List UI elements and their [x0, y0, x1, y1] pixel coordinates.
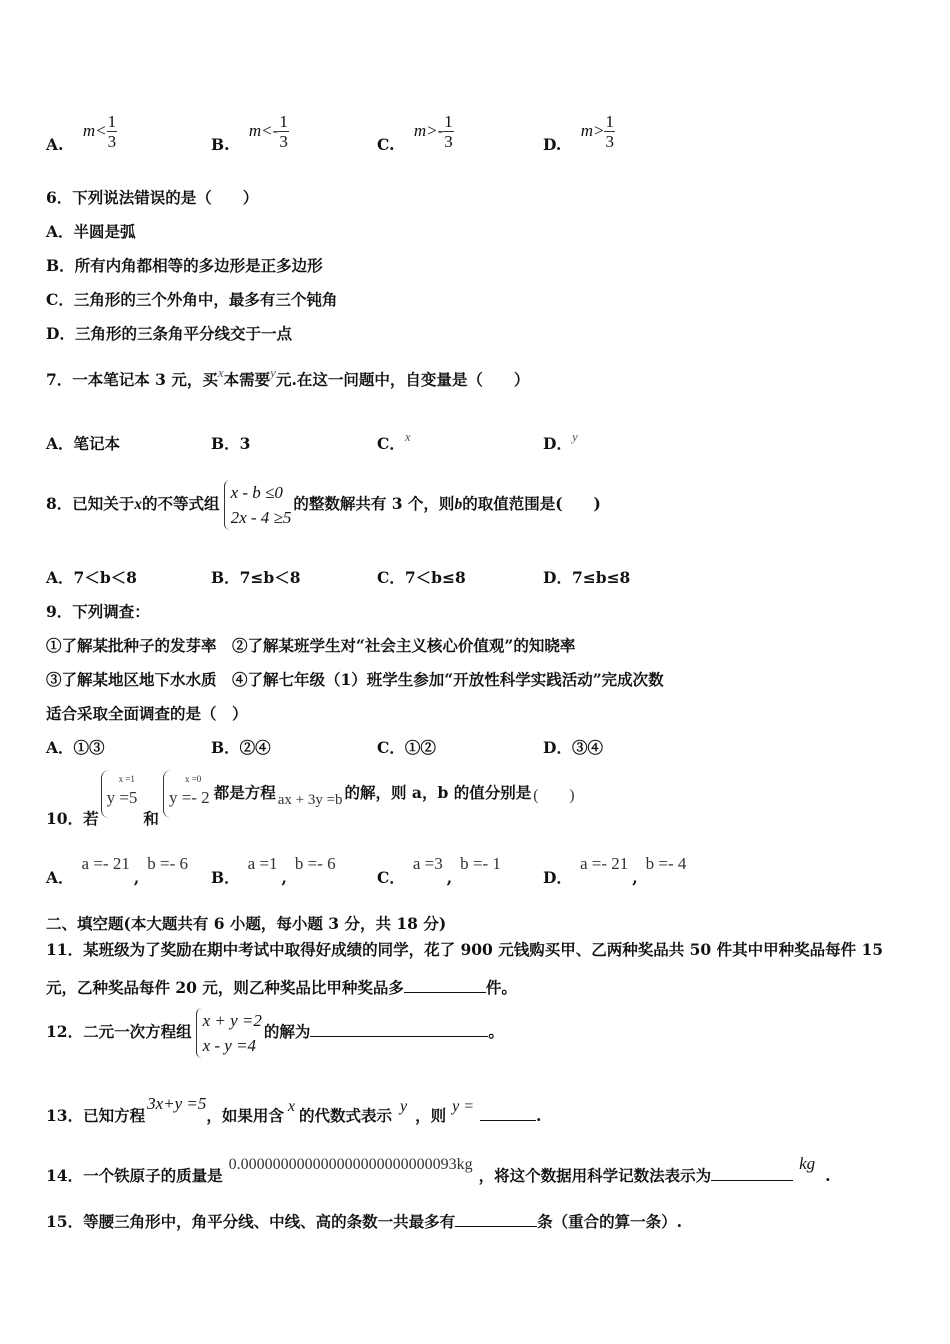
q10-stem: 10．若 x =1 y =5 和 x =0 y =- 2 都是方程 ax + 3y =b 的解，则 a，b 的值分别是 ( ): [46, 770, 575, 818]
q5-option-c: C. m>- $\frac{1}{3}$: [377, 112, 453, 154]
q8-stem: 8．已知关于x的不等式组 x - b ≤0 2x - 4 ≥5 的整数解共有 3 个，则b的取值范围是( ): [46, 480, 601, 530]
q9-stem: 9．下列调查：: [46, 602, 150, 621]
q5-b-lhs: m<-: [248, 120, 279, 140]
q5-c-lhs: m>-: [413, 120, 444, 140]
q13-answer-blank[interactable]: [480, 1106, 536, 1121]
q6-option-b: B．所有内角都相等的多边形是正多边形: [46, 256, 323, 275]
q8-option-d: D．7≤b≤8: [543, 568, 631, 587]
q10-option-c: C．a =3,b =- 1: [377, 854, 501, 887]
q6-option-d: D．三角形的三条角平分线交于一点: [46, 324, 292, 343]
q7-option-a: A．笔记本: [46, 434, 121, 453]
q5-a-fraction: $\frac{1}{3}$: [107, 112, 117, 151]
q5-option-d: D. m> $\frac{1}{3}$: [543, 112, 614, 154]
q14-answer-blank[interactable]: [711, 1166, 793, 1181]
q15-answer-blank[interactable]: [455, 1212, 537, 1227]
q7-stem: 7．一本笔记本 3 元，买$^x$本需要$^y$元.在这一问题中，自变量是（ ）: [46, 365, 530, 389]
q12-equation-system: x + y =2 x - y =4: [196, 1008, 262, 1058]
q5-c-fraction: $\frac{1}{3}$: [444, 112, 453, 151]
q9-ask: 适合采取全面调查的是（ ）: [46, 704, 248, 723]
q5-option-a: A. m< $\frac{1}{3}$: [46, 112, 117, 154]
q8-option-b: B．7≤b＜8: [211, 568, 301, 587]
q12-answer-blank[interactable]: [310, 1022, 488, 1037]
q5-d-lhs: m>: [580, 120, 605, 140]
q6-option-c: C．三角形的三个外角中，最多有三个钝角: [46, 290, 338, 309]
q7-option-b: B．3: [211, 434, 251, 453]
q9-option-a: A．①③: [46, 738, 105, 757]
q9-option-c: C．①②: [377, 738, 436, 757]
q10-system-2: x =0 y =- 2: [163, 770, 210, 818]
q12-stem: 12．二元一次方程组 x + y =2 x - y =4 的解为 。: [46, 1008, 504, 1058]
q15-stem: 15．等腰三角形中，角平分线、中线、高的条数一共最多有 条（重合的算一条）.: [46, 1212, 682, 1231]
q8-option-c: C．7＜b≤8: [377, 568, 466, 587]
q10-option-a: A．a =- 21,b =- 6: [46, 854, 188, 887]
q5-b-fraction: $\frac{1}{3}$: [279, 112, 288, 151]
q13-stem: 13．已知方程3x+y =5，如果用含 x 的代数式表示 y ，则 y = .: [46, 1094, 542, 1125]
q11-answer-blank[interactable]: [404, 978, 486, 993]
q10-system-1: x =1 y =5: [101, 770, 138, 818]
q8-option-a: A．7＜b＜8: [46, 568, 137, 587]
q6-option-a: A．半圆是弧: [46, 222, 136, 241]
q9-option-b: B．②④: [211, 738, 271, 757]
q11-line-1: 11．某班级为了奖励在期中考试中取得好成绩的同学，花了 900 元钱购买甲、乙两种奖品共 50 件其中甲种奖品每件 15: [46, 940, 884, 959]
q8-inequality-system: x - b ≤0 2x - 4 ≥5: [224, 480, 292, 530]
section-2-heading: 二、填空题(本大题共有 6 小题，每小题 3 分，共 18 分): [46, 914, 447, 933]
q14-mass-value: 0.000000000000000000000000093kg: [228, 1156, 473, 1173]
q10-option-b: B．a =1,b =- 6: [211, 854, 336, 887]
q14-stem: 14．一个铁原子的质量是0.000000000000000000000000093kg，将这个数据用科学记数法表示为kg.: [46, 1154, 831, 1185]
q7-option-c: C．$^x$: [377, 429, 411, 453]
q9-items-2: ③了解某地区地下水水质 ④了解七年级（1）班学生参加“开放性科学实践活动”完成次数: [46, 670, 664, 689]
q9-option-d: D．③④: [543, 738, 603, 757]
q5-a-lhs: m<: [82, 120, 107, 140]
q7-var-x: x: [217, 365, 224, 380]
q7-var-y: y: [270, 365, 276, 380]
q9-items-1: ①了解某批种子的发芽率 ②了解某班学生对“社会主义核心价值观”的知晓率: [46, 636, 576, 655]
q10-option-d: D．a =- 21,b =- 4: [543, 854, 687, 887]
q11-line-2: 元，乙种奖品每件 20 元，则乙种奖品比甲种奖品多 件。: [46, 978, 517, 997]
q5-option-b: B. m<- $\frac{1}{3}$: [211, 112, 288, 154]
q5-d-fraction: $\frac{1}{3}$: [605, 112, 614, 151]
q7-option-d: D．$^y$: [543, 429, 578, 453]
q6-stem: 6．下列说法错误的是（ ）: [46, 188, 259, 207]
